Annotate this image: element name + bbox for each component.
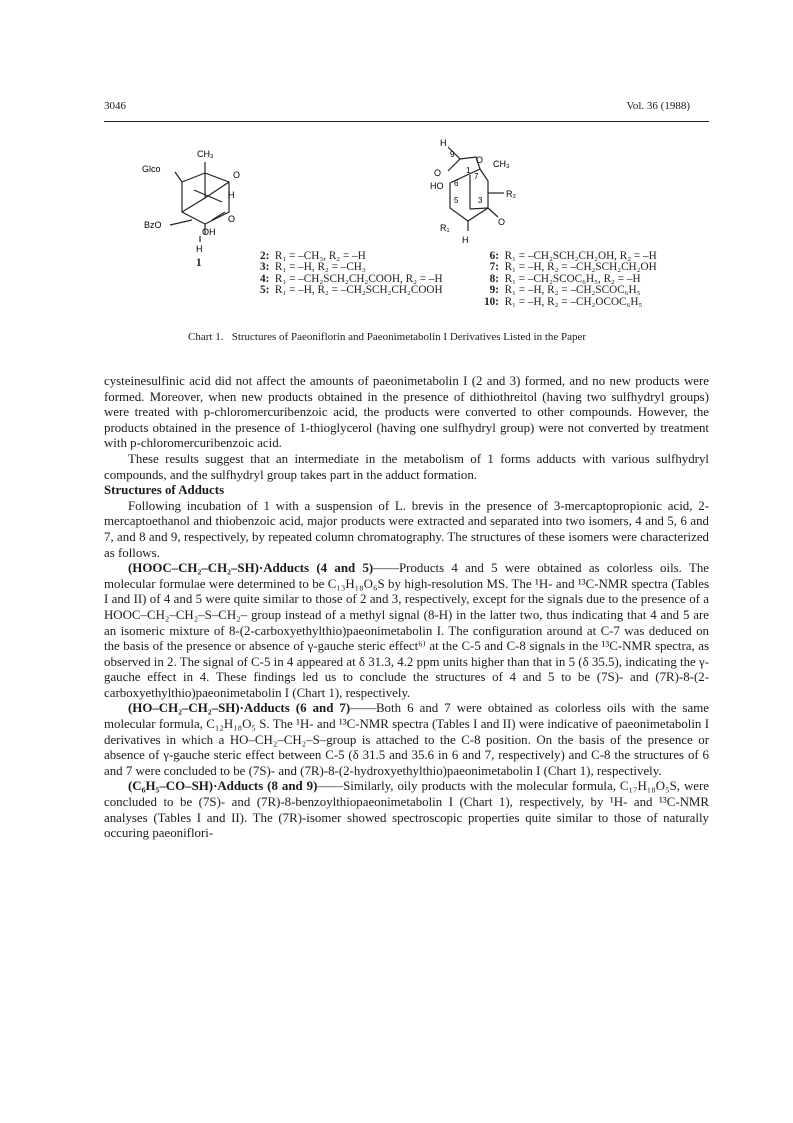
paragraph-heading: (C₆H₅–CO–SH)·Adducts (8 and 9) [128,779,318,794]
compound-entry: 8: R₁ = –CH₂SCOC₆H₅, R₂ = –H [489,272,641,285]
struct2-h: H [440,138,447,148]
structure-paeoniflorin [130,140,280,260]
paragraph: These results suggest that an intermediate in the metabolism of 1 forms adducts with various sulfhydryl compounds, and the sulfhydryl group takes part in the adduct formation. [104,451,709,482]
struct2-r2: R₂ [506,189,516,199]
struct2-o-top: O [476,155,484,165]
paragraph-heading: (HOOC–CH₂–CH₂–SH)·Adducts (4 and 5) [128,561,374,576]
struct2-ch3: CH₃ [493,159,510,169]
struct1-bzo: BzO [144,220,162,230]
paragraph: Following incubation of 1 with a suspension of L. brevis in the presence of 3-mercaptopropionic acid, 2-mercaptoethanol and thiobenzoic acid, major products were extracted and separated into two isomers, 4 and 5, 6 and 7, and 8 and 9, respectively, by repeated column chromatography. The structures of these isomers were characterized as follows. [104,498,709,560]
struct2-r1: R₁ [440,223,450,233]
compound-1-label: 1 [196,257,202,269]
struct1-o-ring: O [233,170,241,180]
struct2-ho: HO [430,181,444,191]
struct2-h-bottom: H [462,235,469,245]
paragraph: (HOOC–CH₂–CH₂–SH)·Adducts (4 and 5)——Products 4 and 5 were obtained as colorless oils. The molecular formulae were determined to be C₁₃H₁₈O₆S by high-resolution MS. The ¹H- and ¹³C-NMR spectra (Tables I and II) of 4 and 5 were quite similar to those of 2 and 3, respectively, except for the signals due to the presence of a HOOC–CH₂–CH₂–S–CH₂– group instead of a methyl signal (8-H) in the latter two, thus indicating that 4 and 5 are an isomeric mixture of 8-(2-carboxyethylthio)paeonimetabolin I. The configuration around at C-7 was deduced on the basis of the presence or absence of γ-gauche steric effect⁶⁾ at the C-5 and C-8 signals in the ¹³C-NMR spectra, as observed in 2. The signal of C-5 in 4 appeared at δ 31.3, 4.2 ppm units higher than that in 5 (δ 35.5), indicating the γ-gauche effect in 4. These findings led us to conclude the structures of 4 and 5 to be (7S)- and (7R)-8-(2-carboxyethylthio)paeonimetabolin I (Chart 1), respectively. [104,561,710,700]
struct2-c1: 1 [466,166,471,175]
struct1-o-lower: O [228,214,236,224]
struct2-c9: 9 [450,150,455,159]
compound-entry: 3: R₁ = –H, R₂ = –CH₃ [260,261,366,274]
section-title: Structures of Adducts [104,483,225,498]
struct1-oh: OH [202,227,216,237]
struct2-o-left: O [434,168,442,178]
compound-entry: 5: R₁ = –H, R₂ = –CH₂SCH₂CH₂COOH [260,284,443,297]
struct1-glco: Glco [142,164,161,174]
compound-list-left [260,251,443,297]
compound-entry: 4: R₁ = –CH₂SCH₂CH₂COOH, R₂ = –H [260,272,443,285]
compound-entry: 6: R₁ = –CH₂SCH₂CH₂OH, R₂ = –H [489,250,657,262]
compound-entry: 7: R₁ = –H, R₂ = –CH₂SCH₂CH₂OH [489,261,657,274]
compound-list-right [479,251,657,308]
body-text [104,374,709,842]
struct1-ch3: CH₃ [197,149,214,159]
paragraph: (HO–CH₂–CH₂–SH)·Adducts (6 and 7)——Both 6 and 7 were obtained as colorless oils with the same molecular formula, C₁₂H₁₈O₅ S. The ¹H- and ¹³C-NMR spectra (Tables I and II) were indicative of paeonimetabolin I derivatives in which a HO–CH₂–CH₂–S–group is attached to the C-8 position. On the basis of the presence or absence of γ-gauche steric effect between C-5 (δ 31.5 and 35.6 in 6 and 7, respectively) and C-8 the structures of 6 and 7 were concluded to be (7S)- and (7R)-8-(2-hydroxyethylthio)paeonimetabolin I (Chart 1), respectively. [104,701,709,778]
structure-paeonimetabolin [410,133,550,248]
struct2-o-keto: O [498,217,506,227]
chart-caption [188,331,658,344]
struct2-c5: 5 [454,196,459,205]
struct2-c3: 3 [478,196,483,205]
header-rule [104,121,709,122]
compound-entry: 2: R₁ = –CH₃, R₂ = –H [260,250,366,262]
caption-text: Structures of Paeoniflorin and Paeonimetabolin I Derivatives Listed in the Paper [231,331,587,343]
compound-entry: 9: R₁ = –H, R₂ = –CH₂SCOC₆H₅ [489,284,641,297]
page-number: 3046 [104,100,126,112]
paragraph: (C₆H₅–CO–SH)·Adducts (8 and 9)——Similarly, oily products with the molecular formula, C₁₇H₁₈O₅S, were concluded to be (7S)- and (7R)-8-benzoylthiopaeonimetabolin I (Chart 1), respectively, by ¹H- and ¹³C-NMR analyses (Tables I and II). The (7R)-isomer showed spectroscopic properties quite similar to those of naturally occuring paeoniflori- [104,779,709,841]
paragraph-heading: (HO–CH₂–CH₂–SH)·Adducts (6 and 7) [128,701,351,716]
struct2-c6: 6 [454,179,459,188]
compound-entry: 10: R₁ = –H, R₂ = –CH₂OCOC₆H₅ [484,295,643,308]
paragraph: cysteinesulfinic acid did not affect the amounts of paeonimetabolin I (2 and 3) formed, and no new products were formed. Moreover, when new products obtained in the presence of dithiothreitol (having two sulfhydryl groups) were treated with p-chloromercuribenzoic acid, the products were converted to other compounds. However, the products obtained in the presence of 1-thioglycerol (having one sulfhydryl group) were not converted by treatment with p-chloromercuribenzoic acid. [104,374,709,451]
struct1-h-bottom: H [196,244,203,254]
struct1-h-right: H [228,190,235,200]
struct2-c7: 7 [474,172,479,181]
caption-label: Chart 1. [188,331,224,343]
volume-label: Vol. 36 (1988) [626,100,690,112]
